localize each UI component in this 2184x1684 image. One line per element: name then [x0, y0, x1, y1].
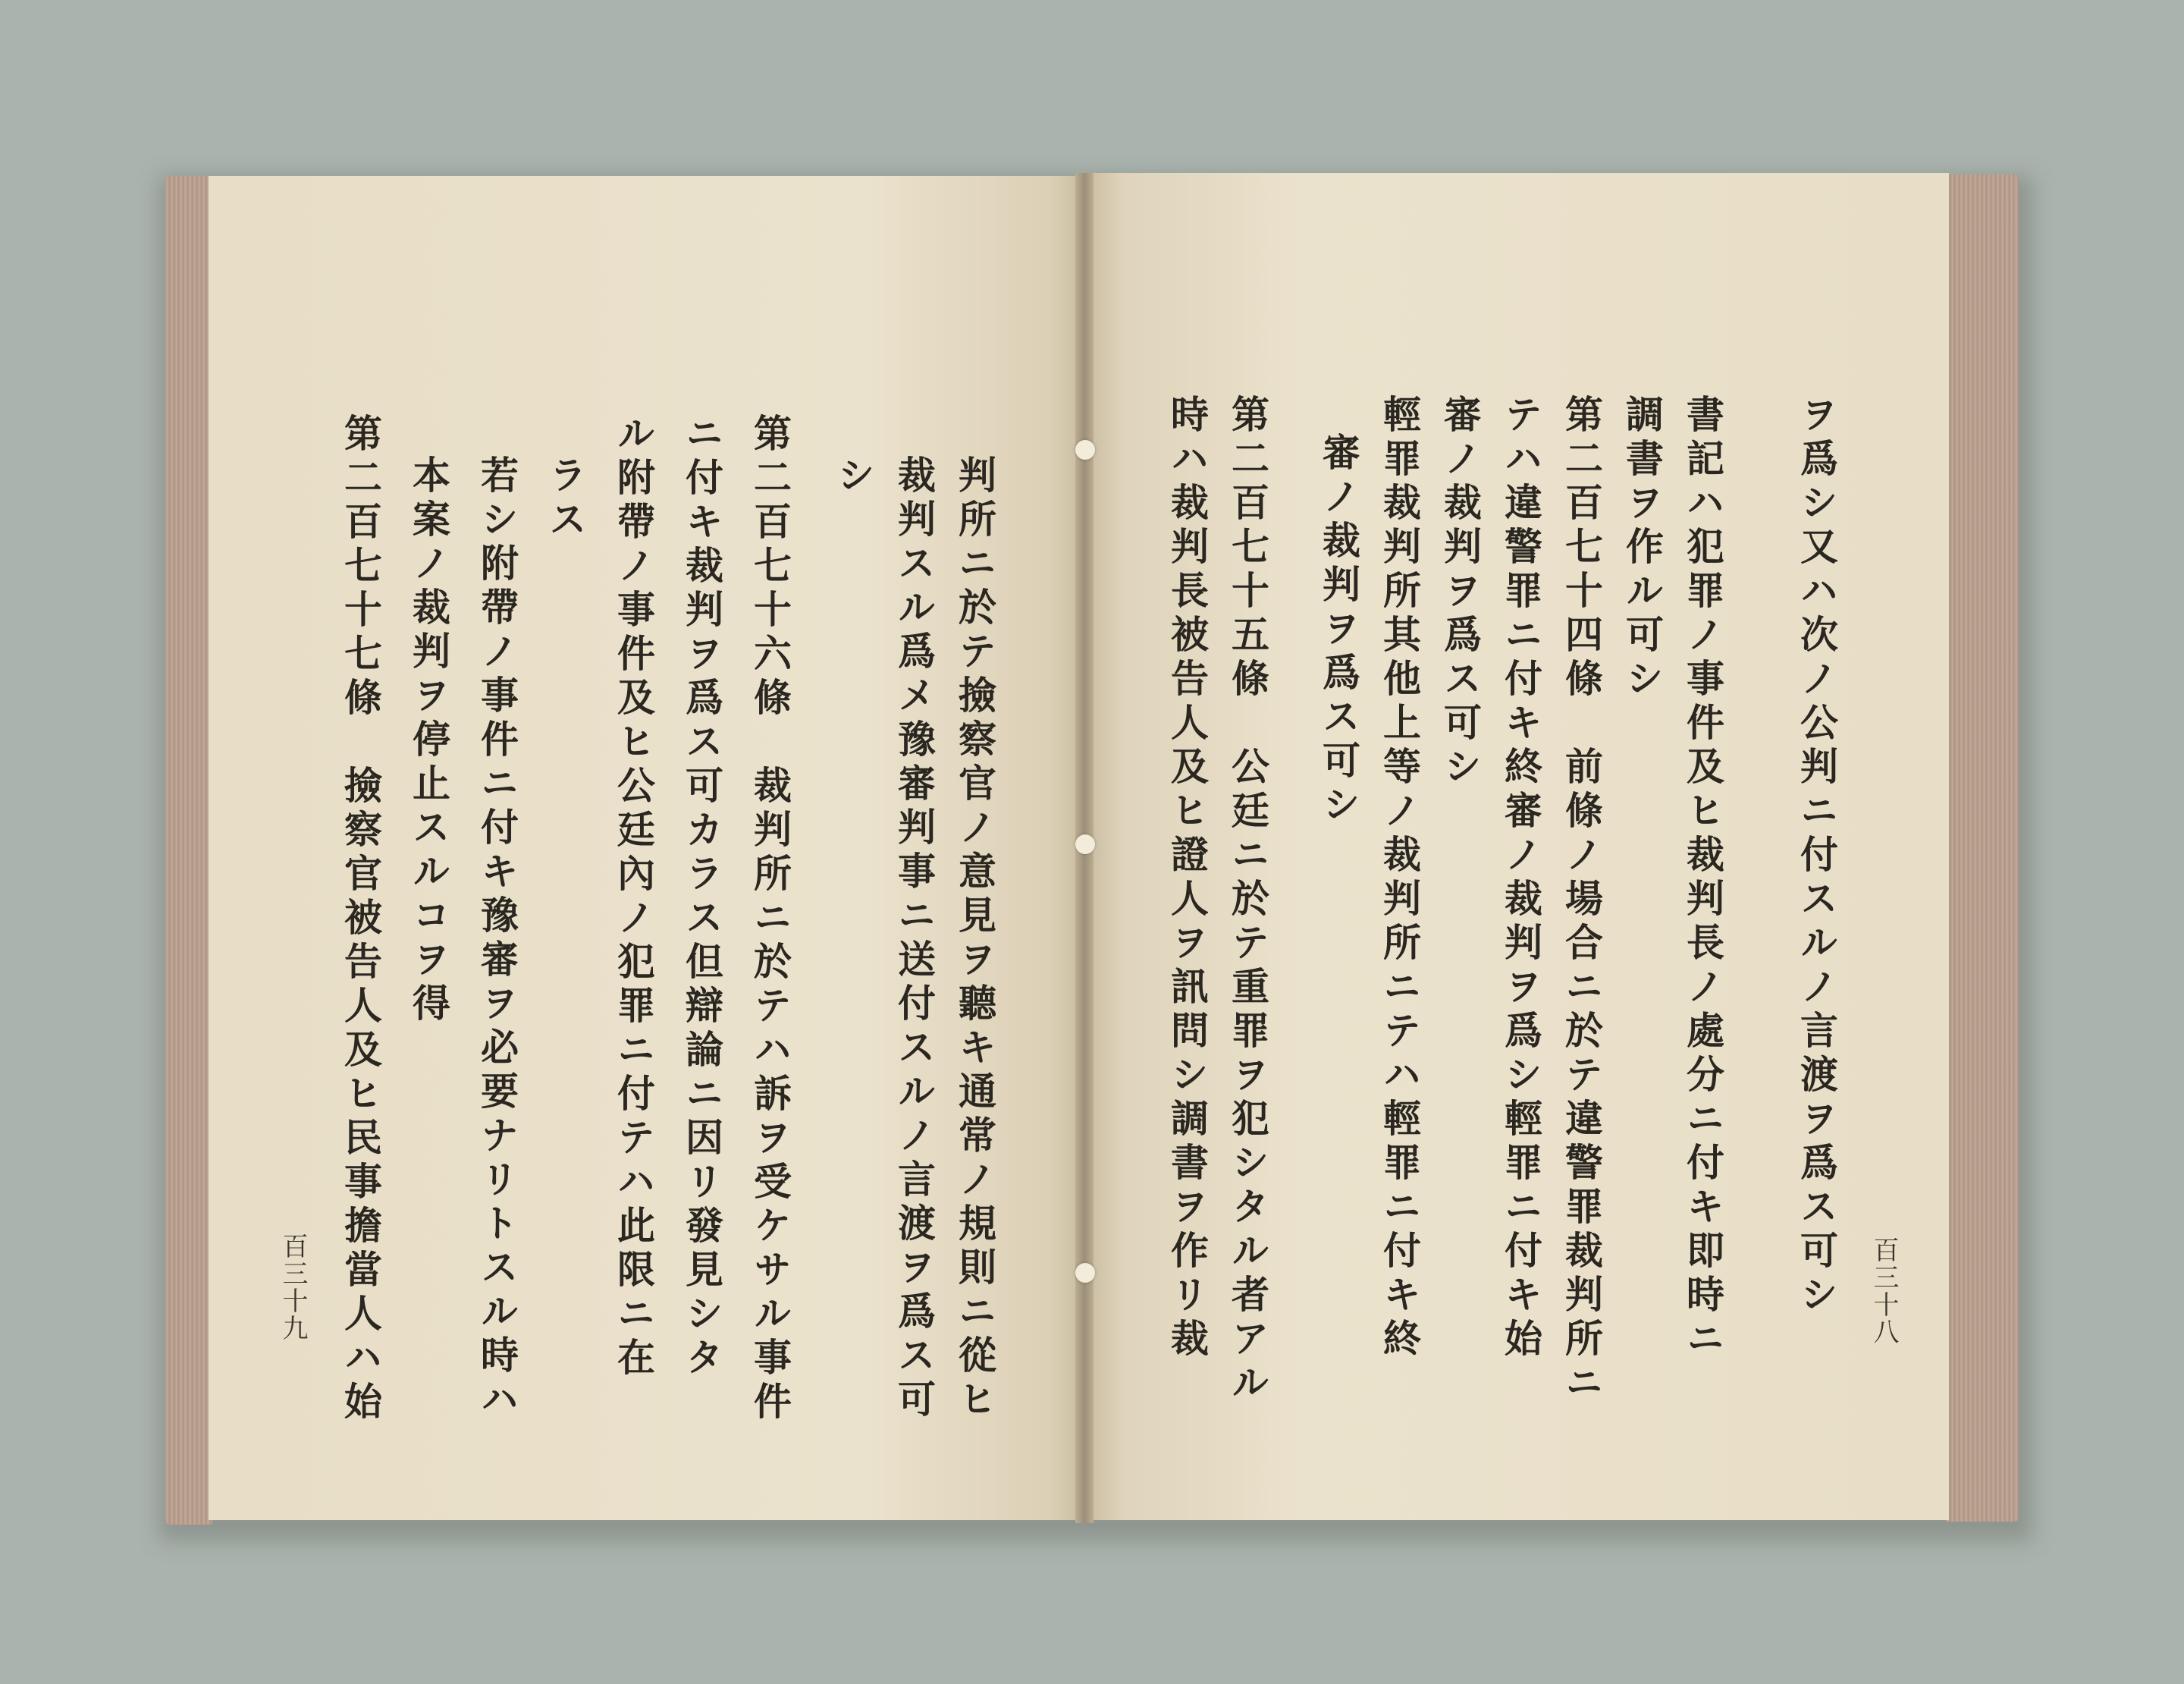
- left-page-line-3: シ: [831, 455, 876, 499]
- left-page-article-276: 第二百七十六條 裁判所ニ於テハ訴ヲ受ケサル事件: [748, 413, 792, 1425]
- left-page-line-8: 若シ附帶ノ事件ニ付キ豫審ヲ必要ナリトスル時ハ: [475, 455, 519, 1423]
- left-page-line-7: ラス: [543, 455, 588, 543]
- right-page-edges: [1946, 174, 2019, 1522]
- left-page-edges: [165, 176, 212, 1525]
- right-page-article-275: 第二百七十五條 公廷ニ於テ重罪ヲ犯シタル者アル: [1225, 394, 1270, 1406]
- right-page-line-5: テハ違警罪ニ付キ終審ノ裁判ヲ爲シ輕罪ニ付キ始: [1498, 394, 1543, 1362]
- left-page-number: 百三十九: [278, 1233, 308, 1342]
- left-page-line-2: 裁判スル爲メ豫審判事ニ送付スルノ言渡ヲ爲ス可: [892, 455, 937, 1423]
- binding-stitch: [1075, 440, 1095, 460]
- right-page-line-7: 輕罪裁判所其他上等ノ裁判所ニテハ輕罪ニ付キ終: [1377, 394, 1422, 1362]
- left-page-article-277: 第二百七十七條 撿察官被告人及ヒ民事擔當人ハ始: [338, 413, 383, 1425]
- left-page-line-9: 本案ノ裁判ヲ停止スルコヲ得: [406, 455, 451, 1027]
- right-page-line-2: 書記ハ犯罪ノ事件及ヒ裁判長ノ處分ニ付キ即時ニ: [1680, 394, 1725, 1362]
- right-page-line-3: 調書ヲ作ル可シ: [1620, 394, 1665, 702]
- binding-stitch: [1075, 834, 1095, 854]
- left-page-line-6: ル附帶ノ事件及ヒ公廷內ノ犯罪ニ付テハ此限ニ在: [611, 413, 656, 1381]
- left-page-line-1: 判所ニ於テ撿察官ノ意見ヲ聽キ通常ノ規則ニ從ヒ: [952, 455, 997, 1423]
- right-page-number: 百三十八: [1869, 1236, 1899, 1346]
- binding-stitch: [1075, 1263, 1095, 1283]
- right-page-line-6: 審ノ裁判ヲ爲ス可シ: [1438, 394, 1483, 790]
- left-page-line-5: ニ付キ裁判ヲ爲ス可カラス但辯論ニ因リ發見シタ: [679, 413, 724, 1381]
- right-page-article-274: 第二百七十四條 前條ノ場合ニ於テ違警罪裁判所ニ: [1559, 394, 1604, 1406]
- right-page-line-10: 時ハ裁判長被告人及ヒ證人ヲ訊問シ調書ヲ作リ裁: [1165, 394, 1210, 1362]
- right-page-line-1: ヲ爲シ又ハ次ノ公判ニ付スルノ言渡ヲ爲ス可シ: [1794, 394, 1839, 1318]
- right-page-line-8: 審ノ裁判ヲ爲ス可シ: [1316, 432, 1361, 828]
